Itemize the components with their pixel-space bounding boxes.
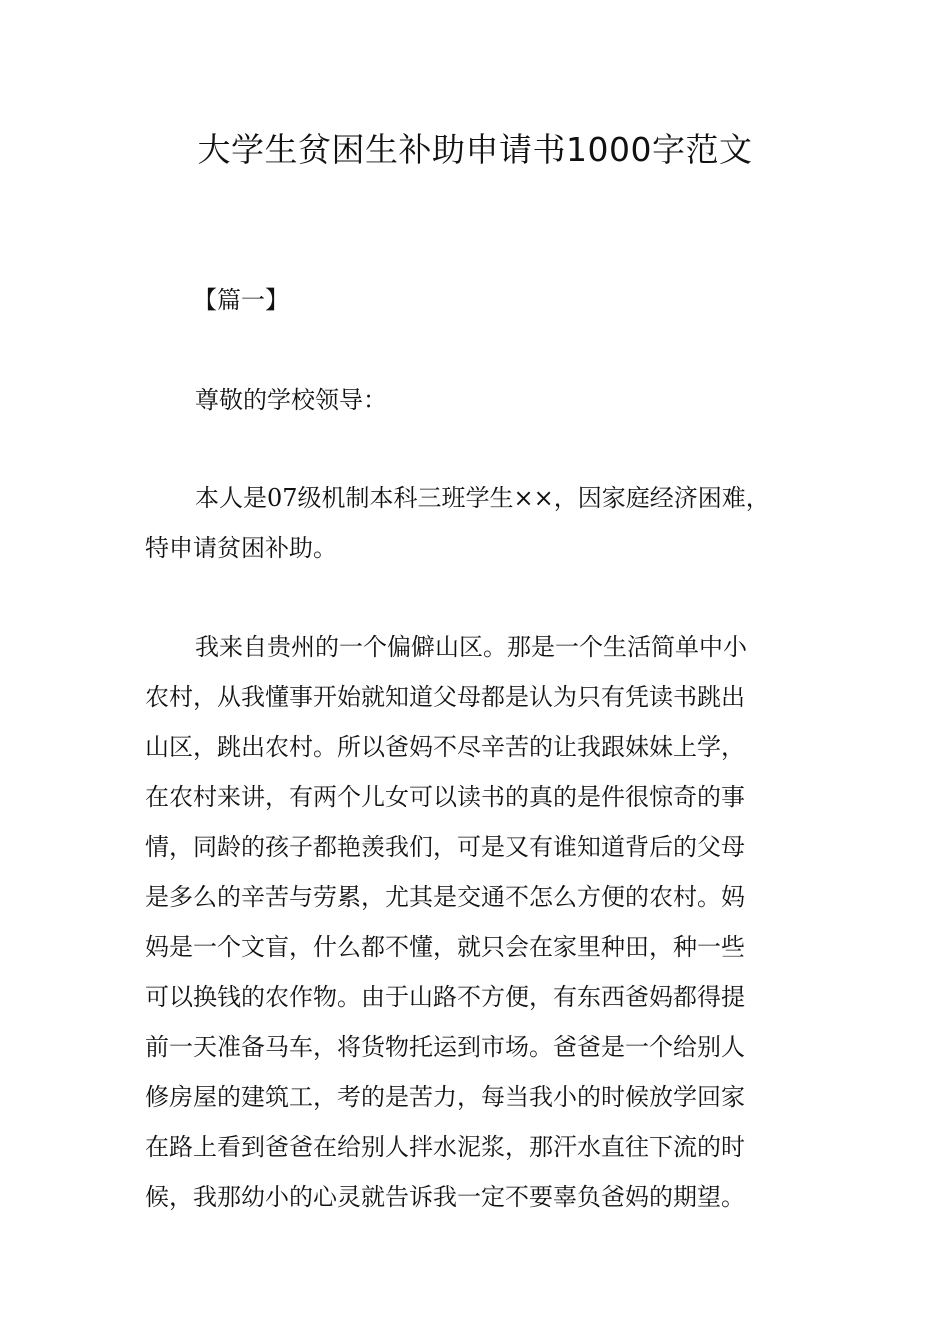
paragraph-line: 候，我那幼小的心灵就告诉我一定不要辜负爸妈的期望。	[145, 1183, 745, 1211]
paragraph-line: 修房屋的建筑工，考的是苦力，每当我小的时候放学回家	[145, 1083, 745, 1111]
document-title: 大学生贫困生补助申请书1000字范文	[197, 130, 753, 169]
paragraph-line: 在农村来讲，有两个儿女可以读书的真的是件很惊奇的事	[145, 783, 745, 811]
section-label: 【篇一】	[193, 286, 289, 314]
paragraph-line: 我来自贵州的一个偏僻山区。那是一个生活简单中小	[195, 633, 747, 661]
paragraph-line: 前一天准备马车，将货物托运到市场。爸爸是一个给别人	[145, 1033, 745, 1061]
paragraph-line: 山区，跳出农村。所以爸妈不尽辛苦的让我跟妹妹上学，	[145, 733, 745, 761]
paragraph-line: 可以换钱的农作物。由于山路不方便，有东西爸妈都得提	[145, 983, 745, 1011]
paragraph-line: 农村，从我懂事开始就知道父母都是认为只有凭读书跳出	[145, 683, 745, 711]
paragraph-background	[145, 622, 835, 1222]
paragraph-line: 妈是一个文盲，什么都不懂，就只会在家里种田，种一些	[145, 933, 745, 961]
paragraph-line: 情，同龄的孩子都艳羡我们，可是又有谁知道背后的父母	[145, 833, 745, 861]
salutation: 尊敬的学校领导：	[195, 386, 387, 414]
paragraph-line: 本人是07级机制本科三班学生××，因家庭经济困难，	[195, 484, 770, 512]
paragraph-intro	[145, 473, 835, 573]
paragraph-line: 是多么的辛苦与劳累，尤其是交通不怎么方便的农村。妈	[145, 883, 745, 911]
paragraph-line: 特申请贫困补助。	[145, 534, 337, 562]
paragraph-line: 在路上看到爸爸在给别人拌水泥浆，那汗水直往下流的时	[145, 1133, 745, 1161]
